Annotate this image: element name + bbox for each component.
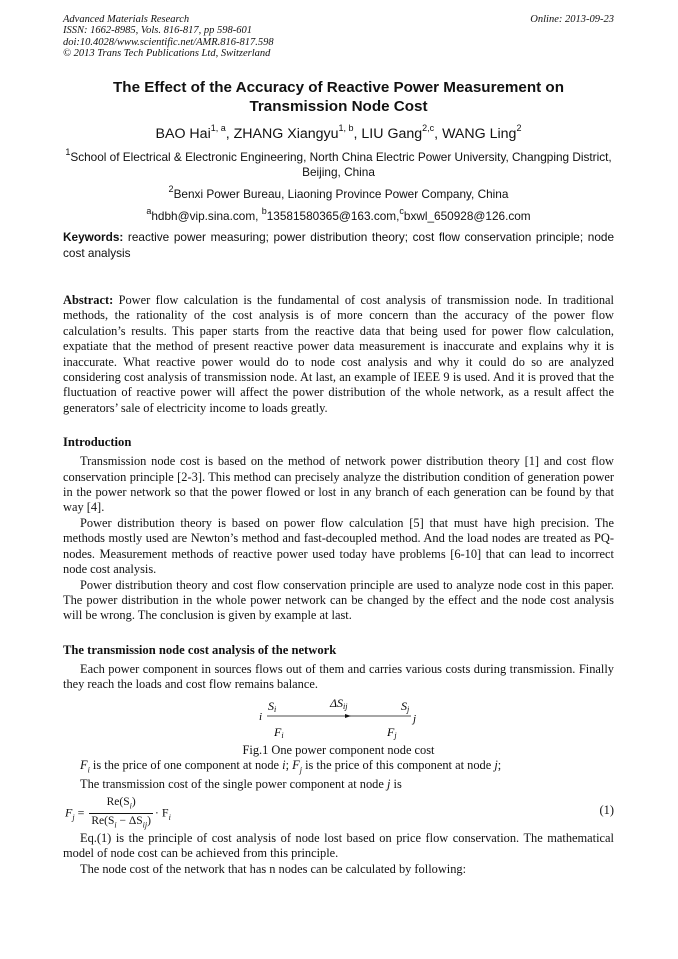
aff-text: School of Electrical & Electronic Engineering, North China Electric Power University, Changping District, Beijing, China xyxy=(70,150,612,179)
aff-sup: 2 xyxy=(168,184,174,195)
email: hdbh@vip.sina.com, xyxy=(151,209,262,223)
fj-label xyxy=(386,725,397,740)
figure-1-diagram xyxy=(63,697,614,743)
email: bxwl_650928@126.com xyxy=(403,209,531,223)
author-sup: 2,c xyxy=(422,123,435,134)
email: 13581580365@163.com, xyxy=(266,209,400,223)
fj-sub: j xyxy=(394,730,397,740)
eq-fraction xyxy=(89,795,153,833)
var-j: j xyxy=(386,777,391,792)
section-heading-node-cost: The transmission node cost analysis of the network xyxy=(63,642,337,657)
email-sup: a xyxy=(146,206,152,217)
intro-paragraph: Power distribution theory is based on power flow calculation [5] that must have high precision. The methods mostly used are Newton’s method and fast-decoupled method. And the load nodes are treated as PQ-nodes. Measurement methods of reactive power used today have problems [6-10] that can lead to incorrect node cost analysis. xyxy=(63,515,614,577)
copyright: © 2013 Trans Tech Publications Ltd, Switzerland xyxy=(63,47,271,59)
email-sup: c xyxy=(399,206,404,217)
eq-num-end: ) xyxy=(131,795,136,808)
var-f: F xyxy=(80,757,88,772)
aff-text: Benxi Power Bureau, Liaoning Province Power Company, China xyxy=(173,187,509,201)
journal-name: Advanced Materials Research xyxy=(63,14,190,25)
text-fragment: ; xyxy=(497,757,502,772)
keywords-label: Keywords: xyxy=(63,230,124,244)
fi-sub: i xyxy=(281,730,284,740)
eq-denominator xyxy=(89,814,153,832)
section-paragraph: Each power component in sources flows out of them and carries various costs during transmission. Finally they reach the loads and cost flow remains balance. xyxy=(63,661,614,692)
paper-page xyxy=(63,14,614,877)
arrow-head xyxy=(345,714,351,718)
issn: ISSN: 1662-8985, Vols. 816-817, pp 598-601 xyxy=(63,25,252,37)
eq-rhs: · F xyxy=(154,805,169,820)
si-sub: i xyxy=(274,704,277,714)
author-name: ZHANG Xiangyu xyxy=(233,126,339,142)
author-name: LIU Gang xyxy=(361,126,423,142)
eq-num-sub: i xyxy=(129,801,132,811)
author-sup: 2 xyxy=(516,123,522,134)
eq-rhs-sub: i xyxy=(168,812,171,822)
var-sub: i xyxy=(87,765,90,774)
aff-sup: 1 xyxy=(65,147,71,158)
eq-num-text: Re(S xyxy=(106,795,130,808)
figure-1-caption: Fig.1 One power component node cost xyxy=(242,742,435,757)
author-name: WANG Ling xyxy=(442,126,517,142)
section-paragraph: Eq.(1) is the principle of cost analysis of node lost based on price flow conservation. The mathematical model of node cost can be achieved from this principle. xyxy=(63,830,614,861)
keywords xyxy=(63,230,614,261)
definition-line xyxy=(63,758,614,778)
var-i: i xyxy=(282,757,286,772)
dsij-label xyxy=(329,697,348,711)
sj-sub: j xyxy=(407,704,410,714)
abstract-text: Power flow calculation is the fundamental of cost analysis of transmission node. In traditional methods, the rationality of the cost analysis is of more concern than the accuracy of the power flow calculation’s results. This paper starts from the reactive data that being used for power flow calculation, expatiate that the method of present reactive power data measurement is inaccurate and explains why it is inaccurate. What reactive power would do to node cost analysis and why it could do so are analyzed considering cost analysis of transmission node. At last, an example of IEEE 9 is used. And it is proved that the fluctuation of reactive power will affect the power distribution of the whole network, as a result affect the generators’ sale of electricity income to loads greatly. xyxy=(63,293,614,415)
online-date: Online: 2013-09-23 xyxy=(530,14,614,25)
eq-lhs-sub: j xyxy=(72,812,75,822)
intro-paragraph: Transmission node cost is based on the method of network power distribution theory [1] and cost flow conservation principle [2-3]. This method can precisely analyze the distribution condition of generation power in the power network so that the power flowed or lost in any branch of each generation can be found by that way [4]. xyxy=(63,454,614,515)
text-fragment: The transmission cost of the single power component at node xyxy=(80,777,387,792)
si-label xyxy=(268,699,276,714)
journal-header xyxy=(63,14,614,64)
section-paragraph: The node cost of the network that has n nodes can be calculated by following: xyxy=(80,861,467,876)
fi-label xyxy=(273,725,284,740)
eq-equals: = xyxy=(74,805,88,820)
eq-den-mid: − ΔS xyxy=(116,815,143,828)
doi: doi:10.4028/www.scientific.net/AMR.816-817.598 xyxy=(63,36,274,48)
intro-paragraph: Power distribution theory and cost flow conservation principle are used to analyze node cost in this paper. The power distribution in the whole power network can be changed by the effect and the node cost analysis will be wrong. The conclusion is given by example at last. xyxy=(63,577,614,623)
author-name: BAO Hai xyxy=(155,126,211,142)
affiliation-1 xyxy=(63,147,614,180)
figure-1 xyxy=(63,697,614,743)
paper-title: The Effect of the Accuracy of Reactive Power Measurement on Transmission Node Cost xyxy=(113,79,564,115)
text-fragment: is the price of this component at node xyxy=(301,757,495,772)
dsij-symbol: ΔS xyxy=(330,696,344,710)
abstract-label: Abstract: xyxy=(63,293,114,307)
section-heading-introduction: Introduction xyxy=(63,435,132,450)
eq-den-sub2: ij xyxy=(142,820,148,830)
eq-lhs: F xyxy=(65,805,73,820)
header-left xyxy=(63,14,274,59)
fj-symbol: F xyxy=(387,724,395,739)
abstract xyxy=(63,293,614,416)
email-list xyxy=(63,206,614,224)
var-f: F xyxy=(292,757,300,772)
equation-body xyxy=(65,795,171,833)
eq-den-end: ) xyxy=(147,815,151,828)
si-symbol: S xyxy=(268,698,274,713)
author-sup: 1, b xyxy=(338,123,354,134)
equation-number: (1) xyxy=(599,802,614,817)
text-fragment: ; xyxy=(285,757,293,772)
sj-symbol: S xyxy=(401,698,407,713)
node-j-label: j xyxy=(413,712,417,725)
text-fragment: is the price of one component at node xyxy=(89,757,283,772)
fi-symbol: F xyxy=(274,724,282,739)
author-list: BAO Hai$^{1, a}$, ZHANG Xiangyu$^{1, b}$, LIU Gang$^{2,c}$, WANG Ling$^2$ xyxy=(155,123,522,142)
dsij-sub: ij xyxy=(343,701,348,711)
affiliation-2 xyxy=(63,184,614,202)
equation-1 xyxy=(63,795,614,831)
eq-den-sub: i xyxy=(114,820,117,830)
author-sup: 1, a xyxy=(210,123,226,134)
keywords-text: reactive power measuring; power distribution theory; cost flow conservation principle; node cost analysis xyxy=(63,230,614,260)
node-i-label: i xyxy=(259,710,263,723)
eq-den-text: Re(S xyxy=(91,815,115,828)
email-sup: b xyxy=(261,206,267,217)
var-sub: j xyxy=(299,765,302,774)
cost-line xyxy=(63,777,614,792)
text-fragment: is xyxy=(390,777,402,792)
sj-label xyxy=(401,699,410,714)
var-j: j xyxy=(494,757,498,772)
eq-numerator xyxy=(89,795,153,814)
